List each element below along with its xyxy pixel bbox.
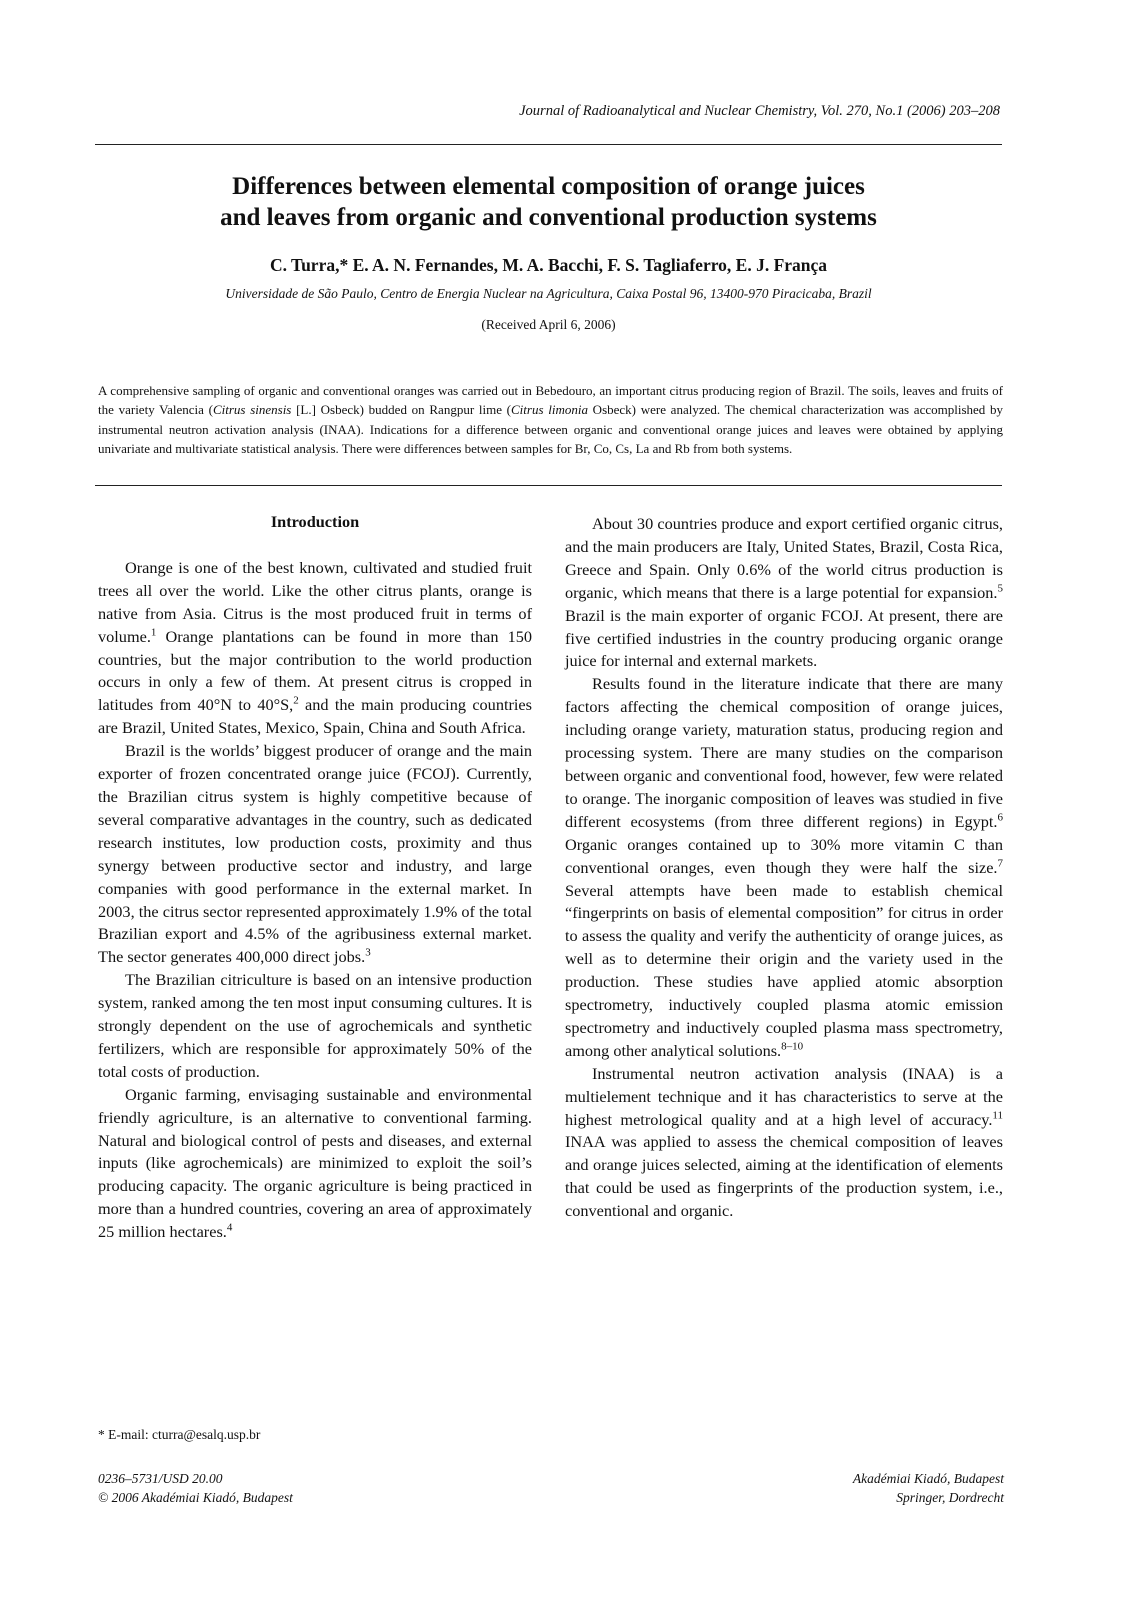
- citation-ref[interactable]: 5: [997, 582, 1003, 595]
- corresponding-author-footnote: * E-mail: cturra@esalq.usp.br: [98, 1427, 261, 1442]
- issn-price: 0236–5731/USD 20.00: [98, 1471, 223, 1486]
- paper-title: [95, 171, 1002, 233]
- citation-ref[interactable]: 4: [226, 1221, 233, 1234]
- abstract-species-name: Citrus limonia: [511, 402, 588, 418]
- right-column: [565, 513, 1003, 1223]
- publisher-2: Springer, Dordrecht: [896, 1490, 1004, 1505]
- citation-ref[interactable]: 1: [150, 626, 157, 639]
- title-line-2: and leaves from organic and conventional production systems: [220, 204, 877, 231]
- abstract-species-name: Citrus sinensis: [212, 402, 292, 418]
- title-line-1: Differences between elemental composition of orange juices: [232, 173, 865, 200]
- paragraph: Organic farming, envisaging sustainable and environmental friendly agriculture, is an alternative to conventional farming. Natural and biological control of pests and diseases, and external inputs (like agrochemicals) are minimized to exploit the soil’s producing capacity. The organic agriculture is being practiced in more than a hundred countries, covering an area of approximately 25 million hectares.$^4$: [98, 1084, 532, 1242]
- section-heading-introduction: Introduction: [270, 512, 360, 531]
- footer-right: [853, 1469, 1004, 1507]
- paragraph: About 30 countries produce and export certified organic citrus, and the main producers are Italy, United States, Brazil, Costa Rica, Greece and Spain. Only 0.6% of the world citrus production is organic, which means that there is a large potential for expansion.$^5$ Brazil is the main exporter of organic FCOJ. At present, there are five certified industries in the country producing organic orange juice for internal and external markets.: [565, 514, 1003, 671]
- abstract-text: [L.] Osbeck) budded on Rangpur lime (: [291, 402, 512, 418]
- affiliation: Universidade de São Paulo, Centro de Energia Nuclear na Agricultura, Caixa Postal 96, 13400-970 Piracicaba, Brazil: [225, 286, 872, 301]
- citation-ref[interactable]: 11: [992, 1109, 1003, 1122]
- abstract-rule: [95, 485, 1002, 486]
- citation-ref[interactable]: 7: [997, 857, 1003, 870]
- paragraph: Brazil is the worlds’ biggest producer of orange and the main exporter of frozen concentrated orange juice (FCOJ). Currently, the Brazilian citrus system is highly competitive because of several comparative advantages in the country, such as dedicated research institutes, low production costs, proximity and thus synergy between productive sector and industry, and large companies with good performance in the external market. In 2003, the citrus sector represented approximately 1.9% of the total Brazilian export and 4.5% of the agribusiness external market. The sector generates 400,000 direct jobs.$^3$: [98, 741, 532, 967]
- abstract-text: A comprehensive sampling of organic and conventional oranges was carried out in Bebedouro, an important citrus producing region of Brazil. The soils, leaves and fruits of the variety Valencia (: [98, 383, 1003, 418]
- abstract: [98, 381, 1003, 458]
- footer-left: [98, 1469, 293, 1507]
- received-date: (Received April 6, 2006): [481, 317, 616, 332]
- paragraph: Orange is one of the best known, cultivated and studied fruit trees all over the world. Like the other citrus plants, orange is native from Asia. Citrus is the most produced fruit in terms of volume.$^1$ Orange plantations can be found in more than 150 countries, but the major contribution to the world production occurs in only a few of them. At present citrus is cropped in latitudes from 40°N to 40°S,$^2$ and the main producing countries are Brazil, United States, Mexico, Spain, China and South Africa.: [98, 557, 532, 738]
- citation-ref[interactable]: 6: [997, 811, 1003, 824]
- paragraph: The Brazilian citriculture is based on an intensive production system, ranked among the ten most input consuming cultures. It is strongly dependent on the use of agrochemicals and synthetic fertilizers, which are responsible for approximately 50% of the total costs of production.: [98, 970, 532, 1081]
- citation-ref[interactable]: 2: [293, 694, 299, 707]
- abstract-text: Osbeck) were analyzed. The chemical characterization was accomplished by instrumental neutron activation analysis (INAA). Indications for a difference between organic and conventional orange juices and leaves were obtained by applying univariate and multivariate statistical analysis. There were differences between samples for Br, Co, Cs, La and Rb from both systems.: [98, 402, 1003, 456]
- publisher-1: Akadémiai Kiadó, Budapest: [852, 1471, 1004, 1486]
- author-list: C. Turra,* E. A. N. Fernandes, M. A. Bacchi, F. S. Tagliaferro, E. J. França: [269, 255, 828, 275]
- citation-ref[interactable]: 8–10: [781, 1040, 804, 1053]
- journal-header: Journal of Radioanalytical and Nuclear Chemistry, Vol. 270, No.1 (2006) 203–208: [519, 103, 1000, 119]
- left-column: [98, 511, 532, 1244]
- copyright: © 2006 Akadémiai Kiadó, Budapest: [98, 1490, 293, 1505]
- paragraph: Results found in the literature indicate that there are many factors affecting the chemical composition of orange juices, including orange variety, maturation status, producing region and processing system. There are many studies on the comparison between organic and conventional food, however, few were related to orange. The inorganic composition of leaves was studied in five different ecosystems (from three different regions) in Egypt.$^6$ Organic oranges contained up to 30% more vitamin C than conventional oranges, even though they were half the size.$^7$ Several attempts have been made to establish chemical “fingerprints on basis of elemental composition” for citrus in order to assess the quality and verify the authenticity of orange juices, as well as to determine their origin and the variety used in the production. These studies have applied atomic absorption spectrometry, inductively coupled plasma atomic emission spectrometry and inductively coupled plasma mass spectrometry, among other analytical solutions.$^{8-10}$: [565, 674, 1003, 1060]
- citation-ref[interactable]: 3: [365, 946, 371, 959]
- paragraph: Instrumental neutron activation analysis (INAA) is a multielement technique and it has characteristics to serve at the highest metrological quality and at a high level of accuracy.$^{11}$ INAA was applied to assess the chemical composition of leaves and orange juices selected, aiming at the identification of elements that could be used as fingerprints of the production system, i.e., conventional and organic.: [565, 1063, 1003, 1221]
- header-rule: [95, 144, 1002, 145]
